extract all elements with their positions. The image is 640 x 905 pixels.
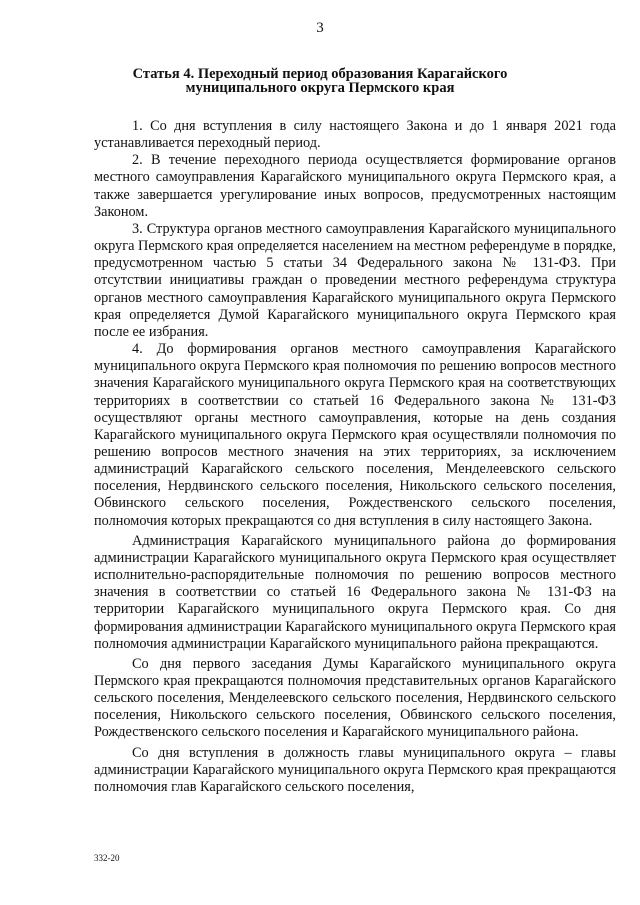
article-title: [95, 67, 545, 95]
page-number: 3: [316, 20, 324, 36]
article-title-line-2: муниципального округа Пермского края: [185, 80, 455, 96]
article-title-line-1: Статья 4. Переходный период образования Карагайского: [132, 66, 508, 82]
paragraph-duma: Со дня первого заседания Думы Карагайского муниципального округа Пермского края прекращаются полномочия представительных органов Карагайского сельского поселения, Менделеевского сельского поселения, Нердвинского сельского поселения, Никольского сельского поселения, Обвинского сельского поселения, Рождественского сельского поселения и Карагайского муниципального района.: [94, 655, 616, 741]
document-code: 332-20: [94, 853, 120, 863]
paragraph-4: 4. До формирования органов местного самоуправления Карагайского муниципального округа Пермского края полномочия по решению вопросов местного значения Карагайского муниципального округа Пермского края на соответствующих территориях в соответствии со статьей 16 Федерального закона № 131-ФЗ осуществляют органы местного самоуправления, которые на день создания Карагайского муниципального округа Пермского края осуществляли полномочия по решению вопросов местного значения на этих территориях, за исключением администраций Карагайского сельского поселения, Менделеевского сельского поселения, Нердвинского сельского поселения, Никольского сельского поселения, Обвинского сельского поселения, Рождественского сельского поселения, полномочия которых прекращаются со дня вступления в силу настоящего Закона.: [94, 341, 616, 529]
paragraph-administration: Администрация Карагайского муниципального района до формирования администрации Карагайского муниципального округа Пермского края осуществляет исполнительно-распорядительные полномочия по решению вопросов местного значения в соответствии со статьей 16 Федерального закона № 131-ФЗ на территории Карагайского муниципального округа Пермского края. Со дня формирования администрации Карагайского муниципального округа Пермского края полномочия администрации Карагайского муниципального района прекращаются.: [94, 532, 616, 652]
paragraph-3: 3. Структура органов местного самоуправления Карагайского муниципального округа Пермского края определяется населением на местном референдуме в порядке, предусмотренном частью 5 статьи 34 Федерального закона № 131-ФЗ. При отсутствии инициативы граждан о проведении местного референдума структура органов местного самоуправления Карагайского муниципального округа Пермского края определяется Думой Карагайского муниципального округа Пермского края после ее избрания.: [94, 220, 616, 340]
article-body: [94, 118, 616, 796]
paragraph-1: 1. Со дня вступления в силу настоящего Закона и до 1 января 2021 года устанавливается переходный период.: [94, 118, 616, 152]
paragraph-head: Со дня вступления в должность главы муниципального округа – главы администрации Карагайского муниципального округа Пермского края прекращаются полномочия глав Карагайского сельского поселения,: [94, 744, 616, 795]
paragraph-2: 2. В течение переходного периода осуществляется формирование органов местного самоуправления Карагайского муниципального округа Пермского края, а также завершается урегулирование иных вопросов, предусмотренных настоящим Законом.: [94, 152, 616, 220]
